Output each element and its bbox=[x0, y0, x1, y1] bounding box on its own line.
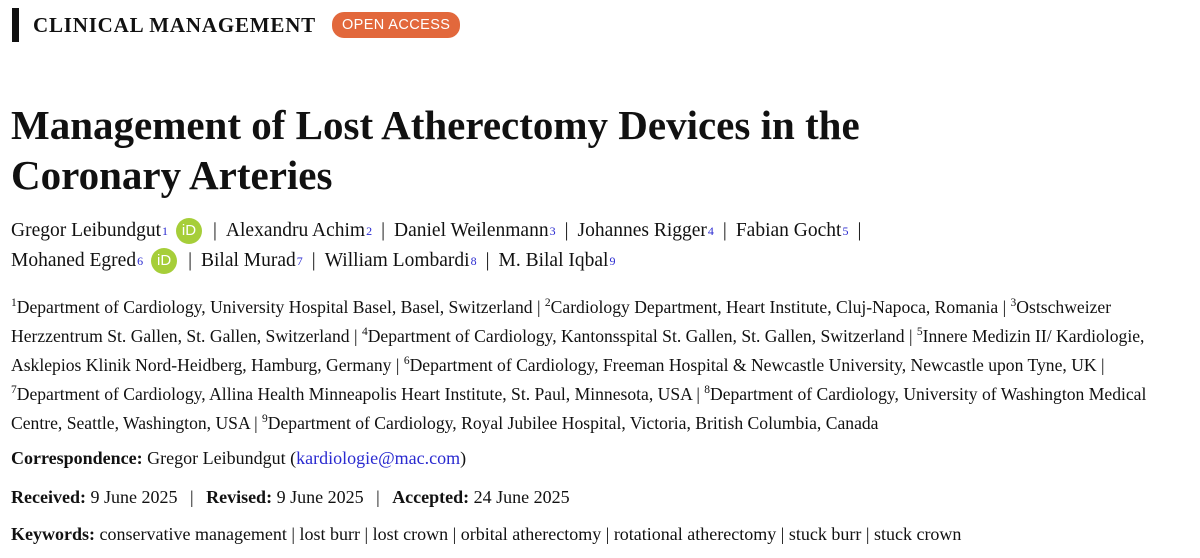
orcid-icon[interactable]: iD bbox=[176, 218, 202, 244]
article-title-line-2: Coronary Arteries bbox=[11, 152, 333, 198]
affiliations bbox=[11, 293, 1196, 438]
affiliation: $^2$Cardiology Department, Heart Institute, Cluj-Napoca, Romania bbox=[544, 297, 999, 317]
author[interactable]: Mohaned Egred 6 iD bbox=[11, 246, 179, 276]
affiliation-sup: 5 bbox=[916, 326, 923, 339]
affiliation: $^5$Innere Medizin II/ Kardiologie, Asklepios Klinik Nord-Heidberg, Hamburg, Germany bbox=[11, 326, 1145, 375]
correspondence-label: Correspondence: bbox=[11, 448, 143, 468]
article-title bbox=[11, 100, 1171, 200]
affiliation-separator: | bbox=[1101, 355, 1105, 375]
keyword: conservative management bbox=[99, 524, 287, 544]
keywords-label: Keywords: bbox=[11, 524, 95, 544]
keyword: stuck burr bbox=[788, 524, 862, 544]
affiliation-sup: 2 bbox=[544, 297, 551, 310]
affiliation: $^4$Department of Cardiology, Kantonsspital St. Gallen, St. Gallen, Switzerland bbox=[361, 326, 905, 346]
keyword: stuck crown bbox=[873, 524, 962, 544]
author[interactable]: Bilal Murad 7 bbox=[201, 246, 303, 276]
author-name: M. Bilal Iqbal bbox=[498, 250, 609, 271]
keyword-separator: | bbox=[780, 524, 785, 544]
keyword: lost crown bbox=[372, 524, 449, 544]
received-date: 9 June 2025 bbox=[90, 487, 178, 507]
author-name: Alexandru Achim bbox=[225, 220, 366, 241]
affiliation: $^1$Department of Cardiology, University Hospital Basel, Basel, Switzerland bbox=[11, 297, 533, 317]
author-separator: | bbox=[381, 220, 386, 241]
affiliation-sup: 8 bbox=[704, 384, 710, 397]
revised-date: 9 June 2025 bbox=[276, 487, 364, 507]
author-separator: | bbox=[311, 250, 316, 271]
received-label: Received: bbox=[11, 487, 86, 507]
author-separator: | bbox=[188, 250, 192, 271]
author-line bbox=[11, 246, 1191, 276]
keyword: rotational atherectomy bbox=[613, 524, 777, 544]
author[interactable]: Daniel Weilenmann 3 bbox=[394, 216, 556, 246]
affiliation-separator: | bbox=[254, 413, 258, 433]
affiliation: $^9$Department of Cardiology, Royal Jubilee Hospital, Victoria, British Columbia, Canada bbox=[262, 413, 879, 433]
author-separator: | bbox=[213, 220, 217, 241]
date-separator: | bbox=[376, 487, 380, 507]
author-separator: | bbox=[722, 220, 727, 241]
keyword: lost burr bbox=[299, 524, 361, 544]
author-separator: | bbox=[485, 250, 490, 271]
affiliation: $^7$Department of Cardiology, Allina Health Minneapolis Heart Institute, St. Paul, Minnesota, USA bbox=[11, 384, 692, 404]
section-title: CLINICAL MANAGEMENT bbox=[33, 12, 316, 37]
affiliation-sup: 9 bbox=[262, 413, 268, 426]
author[interactable]: Alexandru Achim 2 bbox=[226, 216, 372, 246]
author[interactable]: Gregor Leibundgut 1 iD bbox=[11, 216, 204, 246]
revised-label: Revised: bbox=[206, 487, 273, 507]
affiliation-separator: | bbox=[395, 355, 400, 375]
author-name: Bilal Murad bbox=[201, 250, 296, 271]
author[interactable]: M. Bilal Iqbal 9 bbox=[498, 246, 615, 276]
open-access-badge[interactable]: OPEN ACCESS bbox=[332, 12, 460, 38]
keyword-separator: | bbox=[291, 524, 296, 544]
open-paren: ( bbox=[290, 448, 297, 468]
keyword-separator: | bbox=[865, 524, 870, 544]
author-list bbox=[11, 216, 1191, 276]
author-name: William Lombardi bbox=[324, 250, 470, 271]
affiliation-sup: 4 bbox=[361, 326, 368, 339]
author[interactable]: Fabian Gocht 5 bbox=[736, 216, 849, 246]
keyword-separator: | bbox=[364, 524, 369, 544]
author-name: Fabian Gocht bbox=[735, 220, 842, 241]
affiliation-separator: | bbox=[1002, 297, 1007, 317]
correspondence-name: Gregor Leibundgut bbox=[147, 448, 286, 468]
affiliation-separator: | bbox=[354, 326, 358, 346]
section-bar bbox=[12, 8, 19, 42]
author[interactable]: Johannes Rigger 4 bbox=[577, 216, 713, 246]
affiliation: $^8$Department of Cardiology, University of Washington Medical Centre, Seattle, Washington, USA bbox=[11, 384, 1147, 433]
author-name: Gregor Leibundgut bbox=[11, 220, 162, 241]
section-header bbox=[12, 8, 460, 42]
accepted-label: Accepted: bbox=[392, 487, 470, 507]
correspondence-email-link[interactable]: kardiologie@mac.com bbox=[296, 448, 461, 468]
article-title-line-1: Management of Lost Atherectomy Devices in the bbox=[11, 102, 860, 148]
correspondence bbox=[11, 446, 466, 470]
affiliation-sup: 6 bbox=[403, 355, 410, 368]
keyword: orbital atherectomy bbox=[460, 524, 602, 544]
affiliation-sup: 1 bbox=[11, 297, 17, 310]
author-separator: | bbox=[564, 220, 569, 241]
author[interactable]: William Lombardi 8 bbox=[325, 246, 477, 276]
author-separator: | bbox=[857, 220, 862, 241]
close-paren: ) bbox=[460, 448, 467, 468]
affiliation: $^6$Department of Cardiology, Freeman Hospital & Newcastle University, Newcastle upon Tyne, UK bbox=[403, 355, 1097, 375]
affiliation-separator: | bbox=[696, 384, 700, 404]
article-dates bbox=[11, 485, 570, 509]
author-name: Mohaned Egred bbox=[11, 250, 137, 271]
affiliation-sup: 7 bbox=[11, 384, 17, 397]
affiliation-sup: 3 bbox=[1010, 297, 1017, 310]
accepted-date: 24 June 2025 bbox=[473, 487, 570, 507]
author-name: Daniel Weilenmann bbox=[394, 220, 549, 241]
keyword-separator: | bbox=[452, 524, 457, 544]
date-separator: | bbox=[189, 487, 194, 507]
author-line bbox=[11, 216, 1191, 246]
orcid-icon[interactable]: iD bbox=[151, 248, 177, 274]
keywords bbox=[11, 522, 961, 546]
keyword-separator: | bbox=[605, 524, 610, 544]
author-name: Johannes Rigger bbox=[577, 220, 707, 241]
affiliation: $^3$Ostschweizer Herzzentrum St. Gallen, St. Gallen, Switzerland bbox=[11, 297, 1112, 346]
affiliation-separator: | bbox=[536, 297, 541, 317]
affiliation-separator: | bbox=[908, 326, 913, 346]
